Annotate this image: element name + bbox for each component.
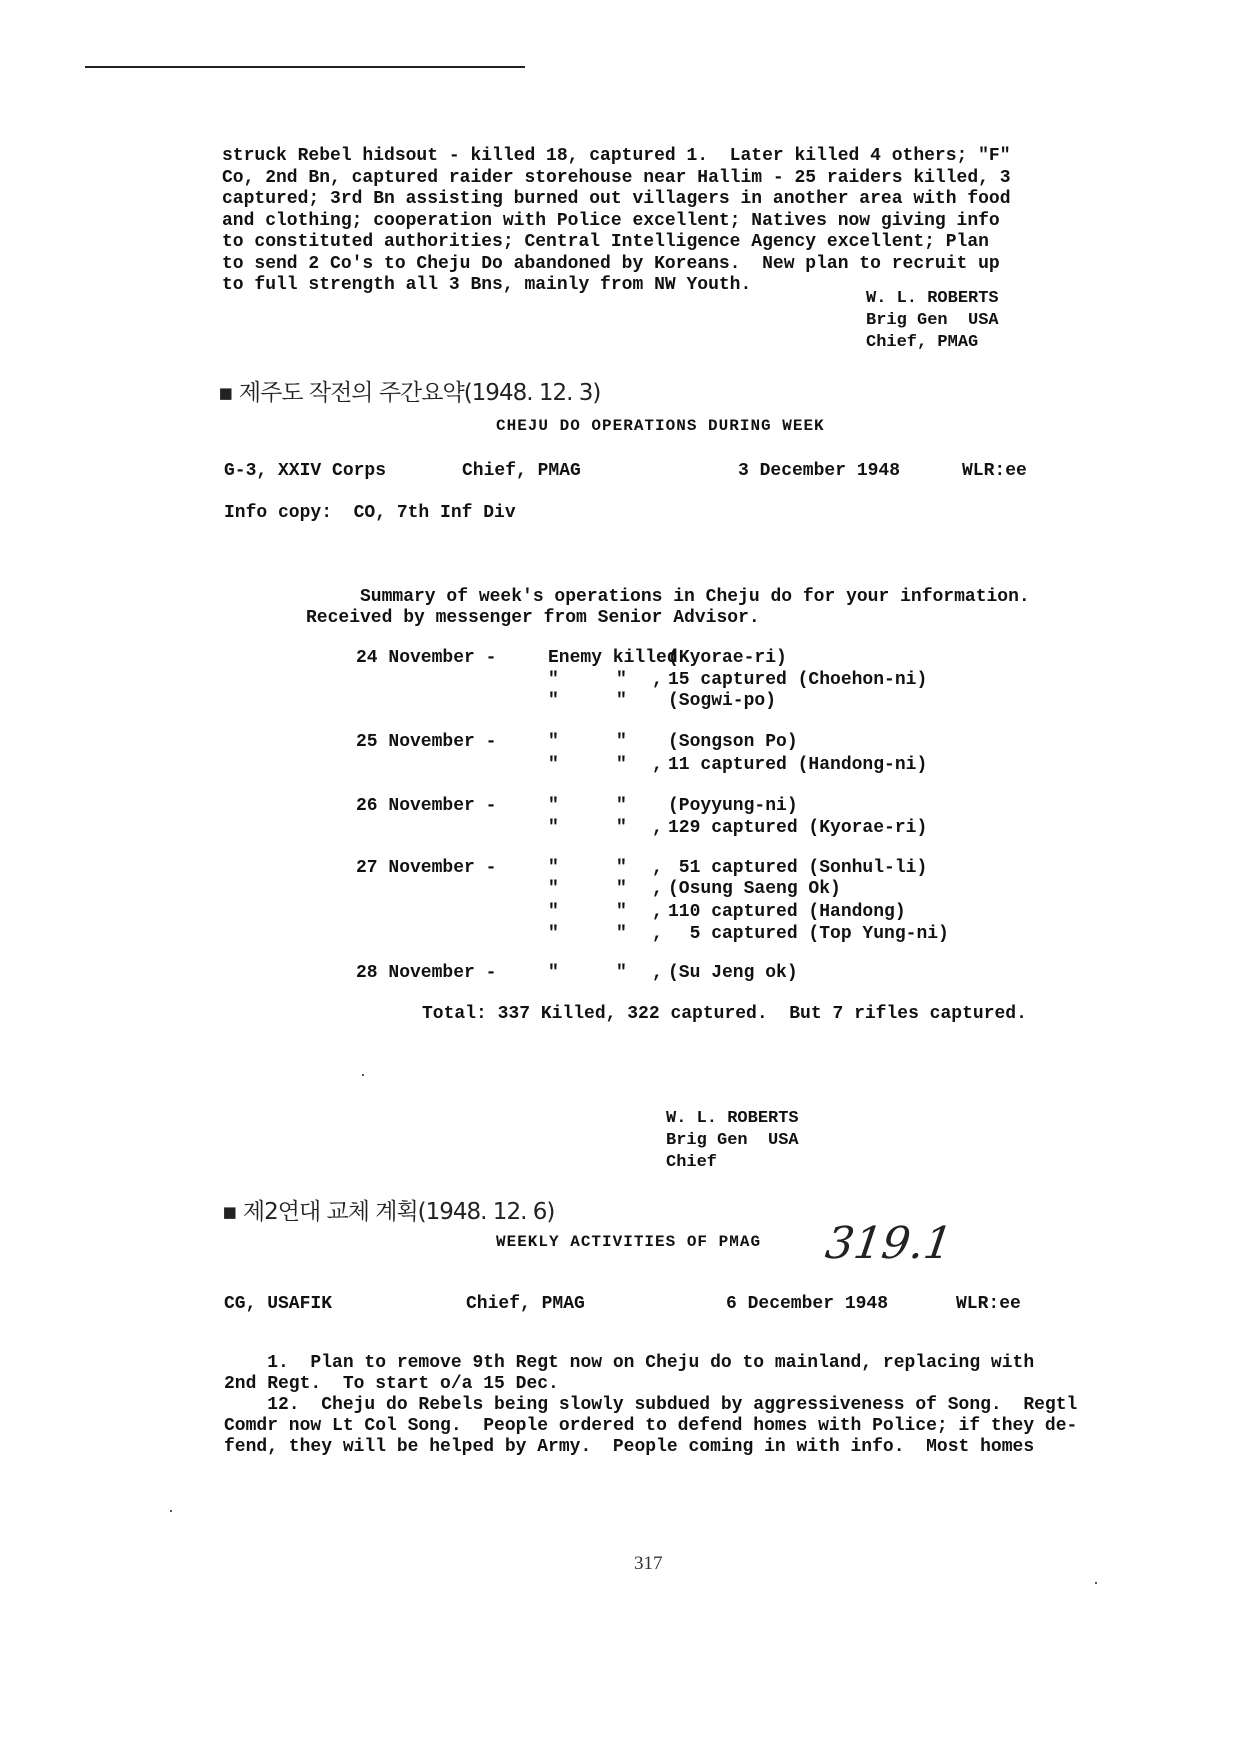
top-rule [85, 66, 525, 68]
ditto-mark-cell: " [548, 963, 559, 983]
comma-cell: , [652, 670, 663, 690]
date-cell: 28 November - [356, 963, 497, 983]
ditto-mark-cell: " [616, 755, 627, 775]
summary-line: Summary of week's operations in Cheju do for your information. [360, 587, 1030, 607]
text-line: Comdr now Lt Col Song. People ordered to defend homes with Police; if they de- [224, 1416, 1078, 1436]
reference-field: WLR:ee [962, 461, 1027, 481]
comma-cell: , [652, 879, 663, 899]
text-line: and clothing; cooperation with Police excellent; Natives now giving info [222, 210, 1000, 231]
text-line: to send 2 Co's to Cheju Do abandoned by Koreans. New plan to recruit up [222, 253, 1000, 274]
date-cell: 27 November - [356, 858, 497, 878]
comma-cell: , [652, 924, 663, 944]
signature-rank: Brig Gen USA [666, 1131, 799, 1150]
ditto-mark-cell: " [616, 879, 627, 899]
info-copy: Info copy: CO, 7th Inf Div [224, 503, 516, 523]
ditto-mark-cell: " [548, 902, 559, 922]
date-field: 3 December 1948 [738, 461, 901, 481]
ditto-mark-cell: " [616, 670, 627, 690]
ditto-mark-cell: " [548, 670, 559, 690]
from-field: Chief, PMAG [466, 1294, 585, 1314]
detail-cell: 5 captured (Top Yung-ni) [668, 924, 949, 944]
detail-cell: (Poyyung-ni) [668, 796, 798, 816]
date-cell: 26 November - [356, 796, 497, 816]
text-line: struck Rebel hidsout - killed 18, captured 1. Later killed 4 others; "F" [222, 146, 1011, 166]
total-line: Total: 337 Killed, 322 captured. But 7 rifles captured. [422, 1004, 1027, 1024]
korean-heading-2: ▪ 제2연대 교체 계획(1948. 12. 6) [222, 1199, 555, 1225]
detail-cell: (Osung Saeng Ok) [668, 879, 841, 899]
text-line: to constituted authorities; Central Intelligence Agency excellent; Plan [222, 232, 989, 252]
date-cell: 25 November - [356, 732, 497, 752]
comma-cell: , [652, 858, 663, 878]
detail-cell: (Su Jeng ok) [668, 963, 798, 983]
ditto-mark-cell: " [548, 879, 559, 899]
text-line: Co, 2nd Bn, captured raider storehouse near Hallim - 25 raiders killed, 3 [222, 167, 1011, 188]
ditto-mark-cell: " [616, 732, 627, 752]
signature-name: W. L. ROBERTS [866, 289, 999, 308]
text-line: to full strength all 3 Bns, mainly from NW Youth. [222, 275, 752, 295]
comma-cell: , [652, 755, 663, 775]
comma-cell: , [652, 818, 663, 838]
scan-speck [170, 1510, 172, 1512]
ditto-mark-cell: " [548, 691, 559, 711]
signature-block-2 [666, 1108, 799, 1174]
continuation-paragraph [222, 146, 1011, 297]
ditto-mark-cell: " [616, 858, 627, 878]
date-cell: 24 November - [356, 648, 497, 668]
signature-name: W. L. ROBERTS [666, 1109, 799, 1128]
comma-cell: , [652, 963, 663, 983]
detail-cell: (Sogwi-po) [668, 691, 777, 711]
to-field: CG, USAFIK [224, 1294, 333, 1314]
text-line: 2nd Regt. To start o/a 15 Dec. [224, 1374, 559, 1394]
ditto-mark-cell: " [616, 963, 627, 983]
ditto-mark-cell: " [548, 858, 559, 878]
signature-title: Chief [666, 1153, 718, 1172]
ditto-mark-cell: " [616, 924, 627, 944]
ditto-mark-cell: " [548, 818, 559, 838]
detail-cell: 51 captured (Sonhul-li) [668, 858, 928, 878]
detail-cell: (Kyorae-ri) [668, 648, 787, 668]
page-number: 317 [634, 1553, 663, 1574]
scan-speck [362, 1074, 364, 1076]
handwritten-file-number: 319.1 [822, 1218, 956, 1269]
text-line: fend, they will be helped by Army. People coming in with info. Most homes [224, 1437, 1035, 1457]
ditto-mark-cell: " [616, 691, 627, 711]
memo-title-1: CHEJU DO OPERATIONS DURING WEEK [496, 417, 825, 435]
from-field: Chief, PMAG [462, 461, 581, 481]
text-line: captured; 3rd Bn assisting burned out villagers in another area with food [222, 189, 1011, 209]
detail-cell: 129 captured (Kyorae-ri) [668, 818, 928, 838]
comma-cell: , [652, 902, 663, 922]
ditto-mark-cell: " [616, 796, 627, 816]
detail-cell: 15 captured (Choehon-ni) [668, 670, 928, 690]
signature-title: Chief, PMAG [866, 333, 979, 352]
memo-title-2: WEEKLY ACTIVITIES OF PMAG [496, 1233, 762, 1251]
reference-field: WLR:ee [956, 1294, 1021, 1314]
detail-cell: 110 captured (Handong) [668, 902, 906, 922]
summary-line: Received by messenger from Senior Advisor. [306, 608, 760, 628]
korean-heading-1: ▪ 제주도 작전의 주간요약(1948. 12. 3) [218, 380, 601, 406]
date-field: 6 December 1948 [726, 1294, 889, 1314]
ditto-mark-cell: " [548, 755, 559, 775]
ditto-mark-cell: Enemy killed [548, 648, 678, 668]
ditto-mark-cell: " [548, 924, 559, 944]
ditto-mark-cell: " [616, 902, 627, 922]
scan-speck [1095, 1582, 1097, 1584]
ditto-mark-cell: " [548, 796, 559, 816]
detail-cell: (Songson Po) [668, 732, 798, 752]
signature-block-1 [866, 288, 999, 354]
ditto-mark-cell: " [616, 818, 627, 838]
text-line: 1. Plan to remove 9th Regt now on Cheju do to mainland, replacing with [224, 1353, 1035, 1373]
to-field: G-3, XXIV Corps [224, 461, 387, 481]
memo-body-2 [224, 1353, 1077, 1458]
text-line: 12. Cheju do Rebels being slowly subdued by aggressiveness of Song. Regtl [224, 1395, 1078, 1415]
detail-cell: 11 captured (Handong-ni) [668, 755, 928, 775]
ditto-mark-cell: " [548, 732, 559, 752]
signature-rank: Brig Gen USA [866, 311, 999, 330]
